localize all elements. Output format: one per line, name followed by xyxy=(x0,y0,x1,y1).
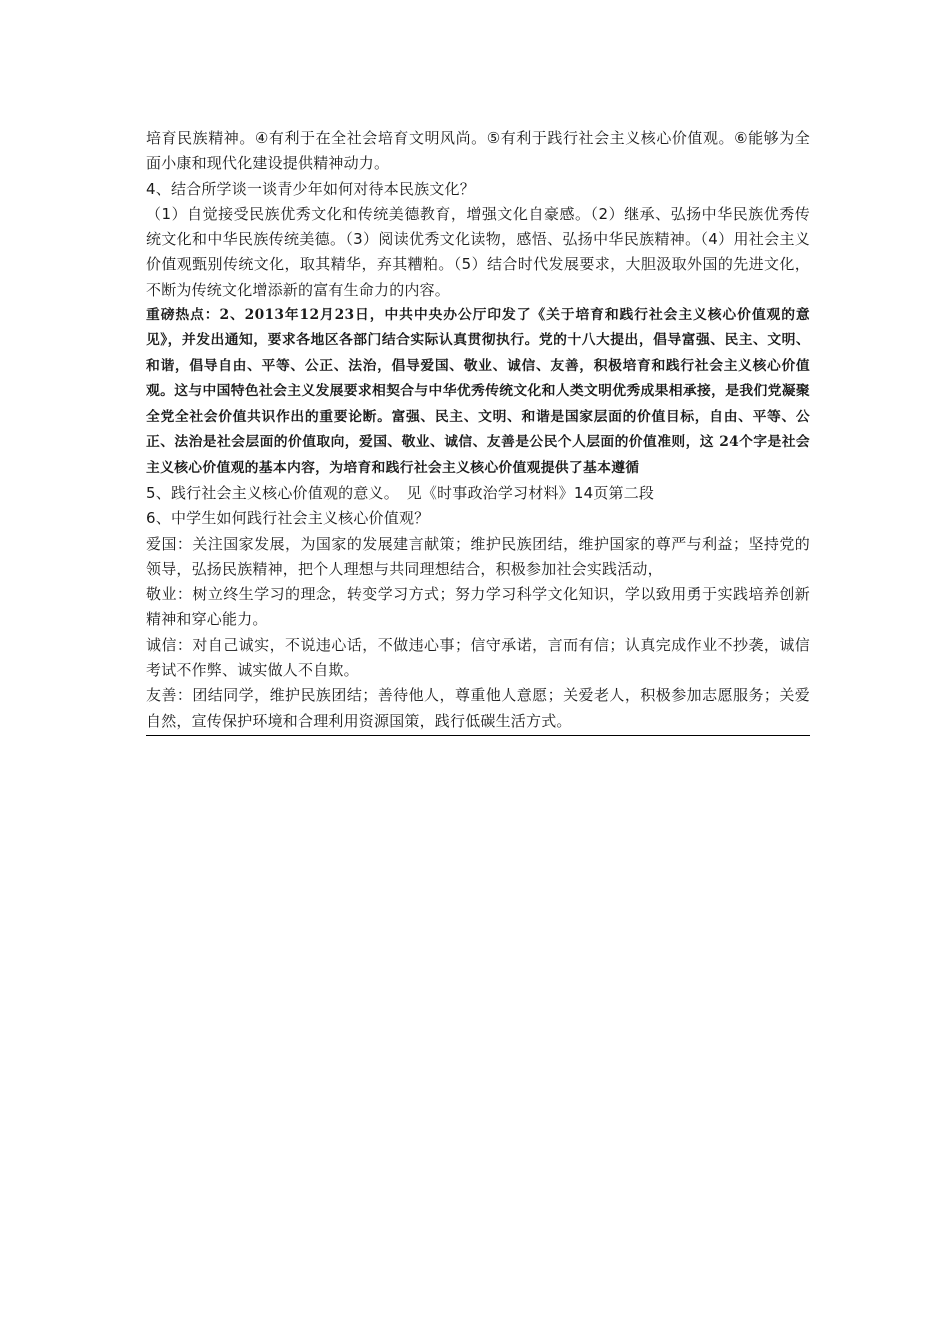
question-5: 5、践行社会主义核心价值观的意义。 见《时事政治学习材料》14页第二段 xyxy=(146,483,655,502)
paragraph-spirit-benefits: 培育民族精神。④有利于在全社会培育文明风尚。⑤有利于践行社会主义核心价值观。⑥能够为全面小康和现代化建设提供精神动力。 xyxy=(146,129,810,173)
answer-integrity: 诚信：对自己诚实，不说违心话，不做违心事；信守承诺，言而有信；认真完成作业不抄袭，诚信考试不作弊、诚实做人不自欺。 xyxy=(146,635,810,679)
answer-4: （1）自觉接受民族优秀文化和传统美德教育，增强文化自豪感。（2）继承、弘扬中华民族优秀传统文化和中华民族传统美德。（3）阅读优秀文化读物，感悟、弘扬中华民族精神。（4）用社会主义价值观甄别传统文化，取其精华，弃其糟粕。（5）结合时代发展要求，大胆汲取外国的先进文化，不断为传统文化增添新的富有生命力的内容。 xyxy=(146,204,810,299)
question-6: 6、中学生如何践行社会主义核心价值观？ xyxy=(146,509,430,528)
answer-dedication: 敬业：树立终生学习的理念，转变学习方式；努力学习科学文化知识，学以致用勇于实践培养创新精神和穿心能力。 xyxy=(146,585,810,629)
answer-patriotism: 爱国：关注国家发展，为国家的发展建言献策；维护民族团结，维护国家的尊严与利益；坚持党的领导，弘扬民族精神，把个人理想与共同理想结合，积极参加社会实践活动， xyxy=(146,534,810,578)
hot-topic-paragraph: 重磅热点：2、2013年12月23日，中共中央办公厅印发了《关于培育和践行社会主义核心价值观的意见》，并发出通知，要求各地区各部门结合实际认真贯彻执行。党的十八大提出，倡导富强、民主、文明、和谐，倡导自由、平等、公正、法治，倡导爱国、敬业、诚信、友善，积极培育和践行社会主义核心价值观。这与中国特色社会主义发展要求相契合与中华优秀传统文化和人类文明优秀成果相承接，是我们党凝聚全党全社会价值共识作出的重要论断。富强、民主、文明、和谐是国家层面的价值目标，自由、平等、公正、法治是社会层面的价值取向，爱国、敬业、诚信、友善是公民个人层面的价值准则，这 24个字是社会主义核心价值观的基本内容，为培育和践行社会主义核心价值观提供了基本遵循 xyxy=(146,307,810,476)
question-4: 4、结合所学谈一谈青少年如何对待本民族文化？ xyxy=(146,179,475,198)
answer-friendliness: 友善：团结同学，维护民族团结；善待他人，尊重他人意愿；关爱老人，积极参加志愿服务；关爱自然，宣传保护环境和合理利用资源国策，践行低碳生活方式。 xyxy=(146,683,810,736)
document-body xyxy=(146,126,810,736)
